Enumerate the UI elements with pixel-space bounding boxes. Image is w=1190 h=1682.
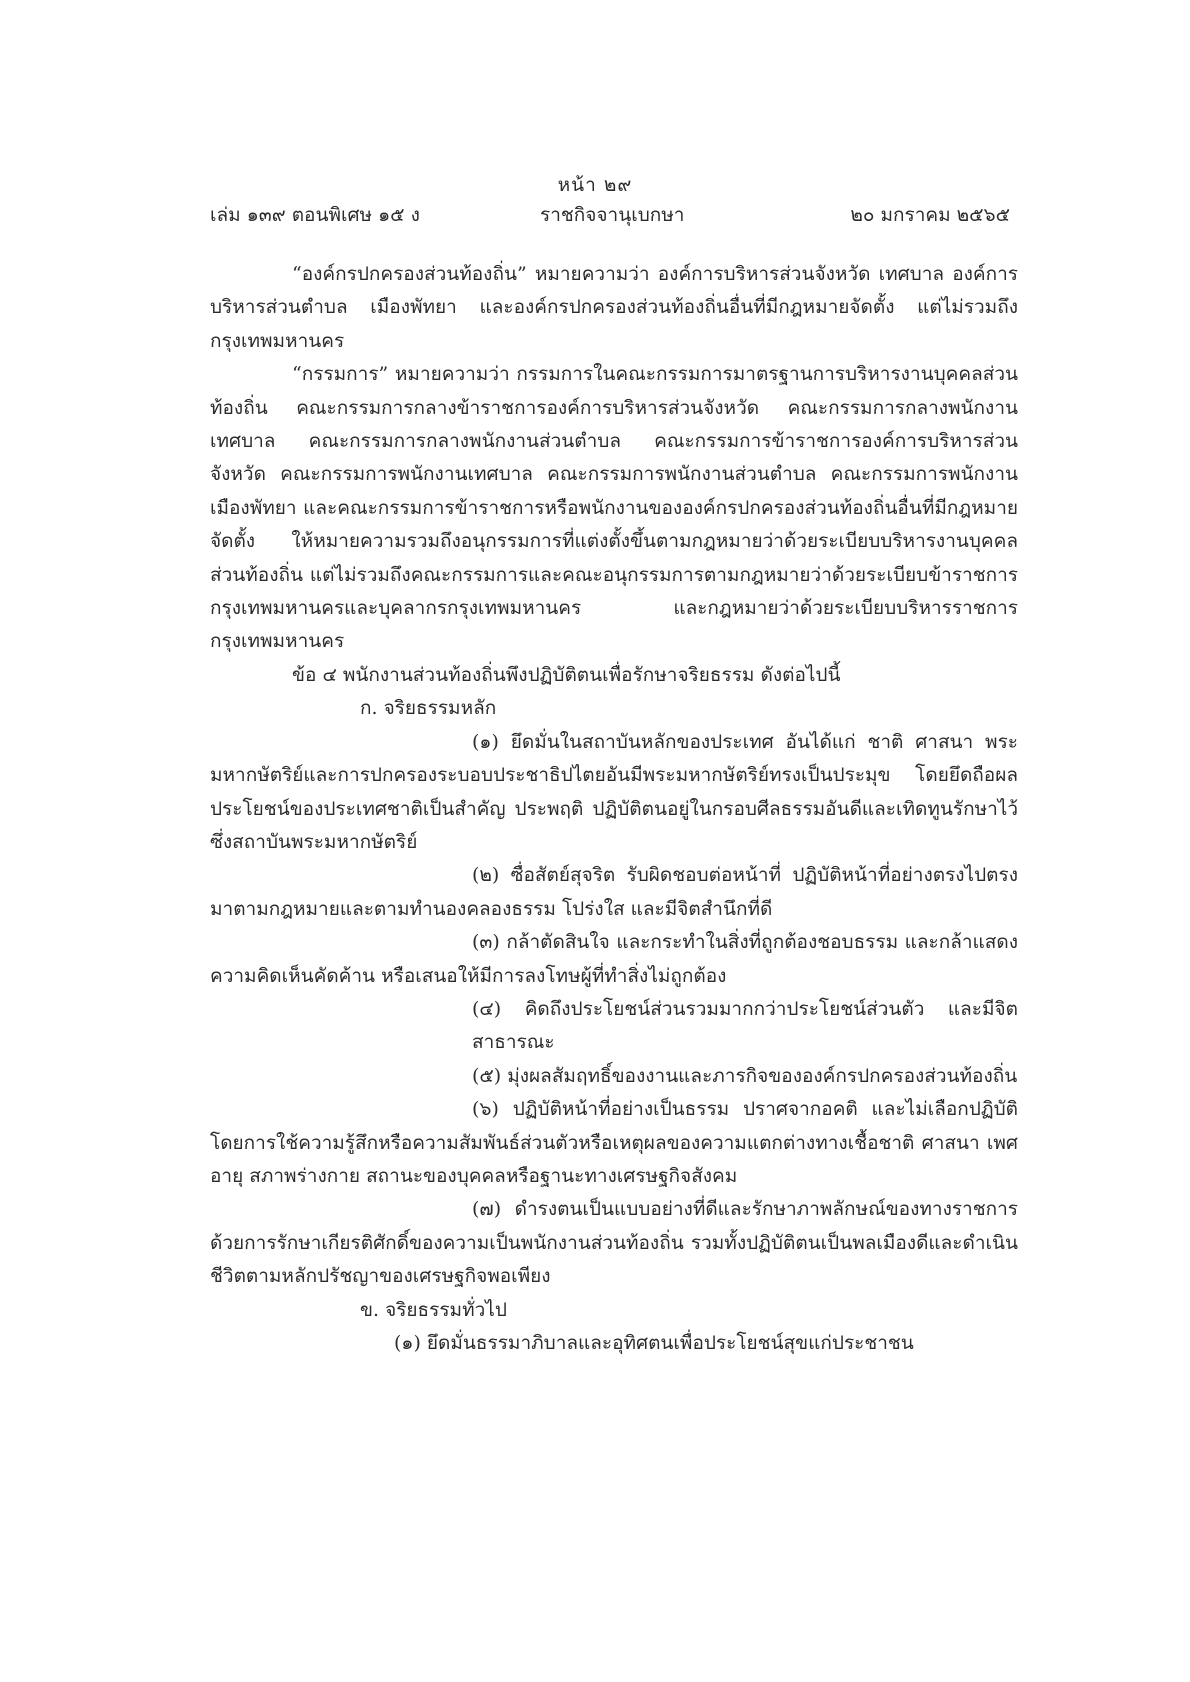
paragraph-article-4: ข้อ ๔ พนักงานส่วนท้องถิ่นพึงปฏิบัติตนเพื่อรักษาจริยธรรม ดังต่อไปนี้ [292, 663, 841, 686]
gazette-name: ราชกิจจานุเบกษา [540, 204, 685, 226]
list-item-a-4: (๔) คิดถึงประโยชน์ส่วนรวมมากกว่าประโยชน์ส่วนตัว และมีจิตสาธารณะ [472, 997, 1018, 1054]
volume-issue: เล่ม ๑๓๙ ตอนพิเศษ ๑๕ ง [210, 204, 420, 226]
section-b-heading: ข. จริยธรรมทั่วไป [360, 1298, 507, 1321]
list-item-a-3: (๓) กล้าตัดสินใจ และกระทำในสิ่งที่ถูกต้องชอบธรรม และกล้าแสดงความคิดเห็นคัดค้าน หรือเสนอให้มีการลงโทษผู้ที่ทำสิ่งไม่ถูกต้อง [210, 931, 1018, 987]
gazette-header [210, 200, 1010, 230]
list-item-a-2: (๒) ซื่อสัตย์สุจริต รับผิดชอบต่อหน้าที่ ปฏิบัติหน้าที่อย่างตรงไปตรงมาตามกฎหมายและตามทำนองคลองธรรม โปร่งใส และมีจิตสำนึกที่ดี [210, 864, 1018, 920]
paragraph-definition-committee: “กรรมการ” หมายความว่า กรรมการในคณะกรรมการมาตรฐานการบริหารงานบุคคลส่วนท้องถิ่น คณะกรรมการกลางข้าราชการองค์การบริหารส่วนจังหวัด คณะกรรมการกลางพนักงานเทศบาล คณะกรรมการกลางพนักงานส่วนตำบล คณะกรรมการข้าราชการองค์การบริหารส่วนจังหวัด คณะกรรมการพนักงานเทศบาล คณะกรรมการพนักงานส่วนตำบล คณะกรรมการพนักงานเมืองพัทยา และคณะกรรมการข้าราชการหรือพนักงานขององค์กรปกครองส่วนท้องถิ่นอื่นที่มีกฎหมายจัดตั้ง ให้หมายความรวมถึงอนุกรรมการที่แต่งตั้งขึ้นตามกฎหมายว่าด้วยระเบียบบริหารงานบุคคลส่วนท้องถิ่น แต่ไม่รวมถึงคณะกรรมการและคณะอนุกรรมการตามกฎหมายว่าด้วยระเบียบข้าราชการกรุงเทพมหานครและบุคลากรกรุงเทพมหานคร และกฎหมายว่าด้วยระเบียบบริหารราชการกรุงเทพมหานคร [210, 363, 1018, 653]
paragraph-definition-local-org: “องค์กรปกครองส่วนท้องถิ่น” หมายความว่า องค์การบริหารส่วนจังหวัด เทศบาล องค์การบริหารส่วนตำบล เมืองพัทยา และองค์กรปกครองส่วนท้องถิ่นอื่นที่มีกฎหมายจัดตั้ง แต่ไม่รวมถึงกรุงเทพมหานคร [210, 263, 1018, 352]
list-item-a-1: (๑) ยึดมั่นในสถาบันหลักของประเทศ อันได้แก่ ชาติ ศาสนา พระมหากษัตริย์และการปกครองระบอบประชาธิปไตยอันมีพระมหากษัตริย์ทรงเป็นประมุข โดยยึดถือผลประโยชน์ของประเทศชาติเป็นสำคัญ ประพฤติ ปฏิบัติตนอยู่ในกรอบศีลธรรมอันดีและเทิดทูนรักษาไว้ซึ่งสถาบันพระมหากษัตริย์ [210, 730, 1018, 853]
document-body [210, 258, 1018, 1360]
list-item-a-6: (๖) ปฏิบัติหน้าที่อย่างเป็นธรรม ปราศจากอคติ และไม่เลือกปฏิบัติ โดยการใช้ความรู้สึกหรือความสัมพันธ์ส่วนตัวหรือเหตุผลของความแตกต่างทางเชื้อชาติ ศาสนา เพศ อายุ สภาพร่างกาย สถานะของบุคคลหรือฐานะทางเศรษฐกิจสังคม [210, 1098, 1018, 1187]
section-a-heading: ก. จริยธรรมหลัก [360, 697, 497, 720]
publication-date: ๒๐ มกราคม ๒๕๖๕ [850, 204, 1010, 226]
page-number: หน้า ๒๙ [557, 174, 633, 196]
list-item-a-5: (๕) มุ่งผลสัมฤทธิ์ของงานและภารกิจขององค์กรปกครองส่วนท้องถิ่น [472, 1064, 1018, 1087]
list-item-a-7: (๗) ดำรงตนเป็นแบบอย่างที่ดีและรักษาภาพลักษณ์ของทางราชการ ด้วยการรักษาเกียรติศักดิ์ของความเป็นพนักงานส่วนท้องถิ่น รวมทั้งปฏิบัติตนเป็นพลเมืองดีและดำเนินชีวิตตามหลักปรัชญาของเศรษฐกิจพอเพียง [210, 1198, 1018, 1288]
list-item-b-1: (๑) ยึดมั่นธรรมาภิบาลและอุทิศตนเพื่อประโยชน์สุขแก่ประชาชน [394, 1332, 914, 1354]
